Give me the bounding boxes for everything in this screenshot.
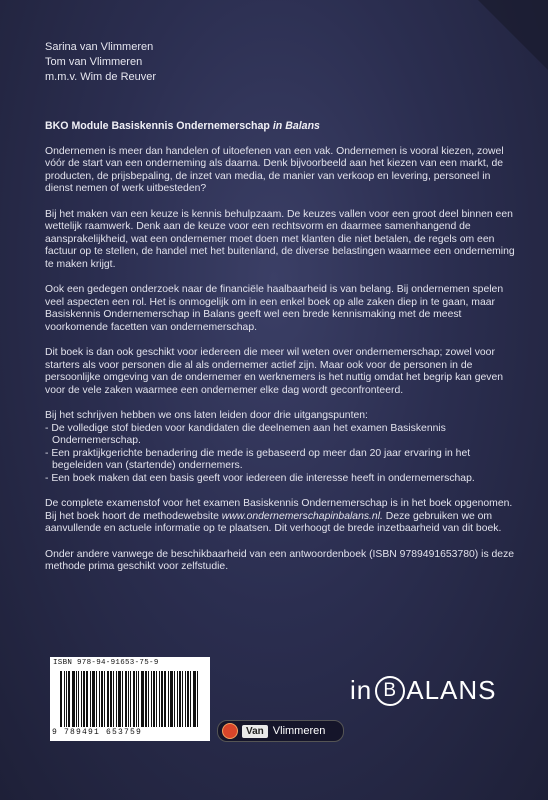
barcode-bar	[151, 671, 152, 727]
list-item: - Een boek maken dat een basis geeft voor iedereen die interesse heeft in ondernemerschap.	[45, 473, 475, 485]
barcode-bar	[125, 671, 127, 727]
barcode-bar	[145, 671, 147, 727]
author-2: Tom van Vlimmeren	[45, 56, 143, 68]
logo-suffix: ALANS	[406, 675, 497, 705]
barcode-bar	[193, 671, 196, 727]
website-link[interactable]: www.ondernemerschapinbalans.nl.	[221, 510, 383, 522]
barcode-bar	[64, 671, 65, 727]
publisher-logo	[217, 720, 344, 742]
barcode-bar	[116, 671, 117, 727]
paragraph-4: Dit boek is dan ook geschikt voor iedereen die meer wil weten over ondernemerschap; zowel voor starters als voor personen die al als ondernemer actief zijn. Maar ook voor de personen in de persoonlijke omgeving van de ondernemer en werknemers is het nuttig omdat het begrip kan geven voor de vele zaken waarmee een ondernemer elke dag wordt geconfronteerd.	[45, 347, 504, 396]
barcode-bar	[170, 671, 173, 727]
barcode-bar	[99, 671, 100, 727]
barcode-bar	[141, 671, 144, 727]
paragraph-3: Ook een gedegen onderzoek naar de financiële haalbaarheid is van belang. Bij ondernemen spelen veel aspecten een rol. Het is onmogelijk om in een enkel boek op alle zaken diep in te gaan, maar Basiskennis Ondernemerschap in Balans geeft wel een brede kennismaking met de meest voorkomende facetten van ondernemerschap.	[45, 284, 504, 333]
barcode-bar	[96, 671, 97, 727]
paragraph-1: Ondernemen is meer dan handelen of uitoefenen van een vak. Ondernemen is vooral kiezen, zowel vóór de start van een onderneming als daarna. Denk bijvoorbeeld aan het kiezen van een markt, de producten, de prijsbepaling, de inzet van media, de manier van verkoop en levering, personeel in dienst nemen of werk uitbesteden?	[45, 145, 504, 195]
barcode-bar	[128, 671, 129, 727]
barcode-bar	[164, 671, 166, 727]
barcode-bar	[110, 671, 112, 727]
isbn-label: ISBN 978-94-91653-75-9	[53, 659, 159, 667]
barcode-bar	[68, 671, 70, 727]
title-main: BKO Module Basiskennis Ondernemerschap	[45, 120, 270, 132]
website-text-2: Deze gebruiken we om aanvullende en actuele informatie op te plaatsen. Dit verhoogt de brede inzetbaarheid van dit boek.	[45, 510, 502, 535]
barcode-bar	[107, 671, 109, 727]
barcode-bar	[76, 671, 77, 727]
barcode-bar	[161, 671, 163, 727]
barcode-bar	[78, 671, 79, 727]
barcode-bar	[168, 671, 169, 727]
barcode-bar	[104, 671, 105, 727]
principles-list	[45, 423, 515, 486]
barcode-bar	[130, 671, 131, 727]
barcode-bar	[185, 671, 186, 727]
list-intro: Bij het schrijven hebben we ons laten leiden door drie uitgangspunten:	[45, 410, 368, 422]
barcode-digits: 9 789491 653759	[52, 728, 143, 737]
barcode-bar	[113, 671, 114, 727]
barcode-bars	[60, 671, 202, 727]
publisher-van: Van	[242, 725, 268, 738]
barcode-bar	[118, 671, 121, 727]
barcode-bar	[159, 671, 160, 727]
barcode-bar	[197, 671, 198, 727]
barcode-bar	[148, 671, 149, 727]
publisher-name: Vlimmeren	[272, 725, 326, 737]
corner-shadow	[478, 0, 548, 70]
list-item: - De volledige stof bieden voor kandidaten die deelnemen aan het examen Basiskennis Ondernemerschap.	[45, 422, 446, 447]
barcode-bar	[133, 671, 135, 727]
paragraph-website	[45, 498, 515, 536]
barcode-bar	[122, 671, 123, 727]
in-balans-logo	[350, 675, 497, 706]
paragraph-last: Onder andere vanwege de beschikbaarheid van een antwoordenboek (ISBN 9789491653780) is deze methode prima geschikt voor zelfstudie.	[45, 548, 515, 573]
author-1: Sarina van Vlimmeren	[45, 41, 154, 53]
author-3: m.m.v. Wim de Reuver	[45, 71, 157, 83]
barcode	[50, 657, 210, 741]
paragraph-2: Bij het maken van een keuze is kennis behulpzaam. De keuzes vallen voor een groot deel binnen een wettelijk raamwerk. Denk aan de keuze voor een rechtsvorm en daarmee samenhangend de aansprakelijkheid, wat een ondernemer moet doen met klanten die niet betalen, de regels om een factuur op te stellen, de handel met het buitenland, de diverse belastingen waarmee een onderneming te maken krijgt.	[45, 208, 515, 270]
blurb	[45, 120, 515, 586]
book-title	[45, 120, 515, 133]
barcode-bar	[92, 671, 95, 727]
barcode-bar	[182, 671, 183, 727]
barcode-bar	[190, 671, 191, 727]
barcode-bar	[174, 671, 175, 727]
barcode-bar	[101, 671, 103, 727]
list-item: - Een praktijkgerichte benadering die mede is gebaseerd op meer dan 20 jaar ervaring in het begeleiden van (startende) ondernemers.	[45, 447, 471, 472]
logo-circled-letter: B	[375, 676, 405, 706]
barcode-bar	[187, 671, 189, 727]
barcode-bar	[81, 671, 82, 727]
author-list	[45, 40, 156, 85]
barcode-bar	[179, 671, 181, 727]
barcode-bar	[138, 671, 139, 727]
publisher-emblem-icon	[222, 723, 238, 739]
barcode-bar	[177, 671, 178, 727]
barcode-bar	[136, 671, 137, 727]
barcode-bar	[72, 671, 75, 727]
title-italic: in Balans	[272, 120, 320, 132]
barcode-bar	[153, 671, 155, 727]
barcode-bar	[86, 671, 88, 727]
barcode-bar	[83, 671, 85, 727]
barcode-bar	[156, 671, 157, 727]
logo-prefix: in	[350, 675, 373, 705]
barcode-bar	[66, 671, 67, 727]
barcode-bar	[90, 671, 91, 727]
website-text-1: De complete examenstof voor het examen Basiskennis Ondernemerschap is in het boek opgenomen. Bij het boek hoort de methodewebsite	[45, 498, 513, 522]
barcode-bar	[60, 671, 62, 727]
